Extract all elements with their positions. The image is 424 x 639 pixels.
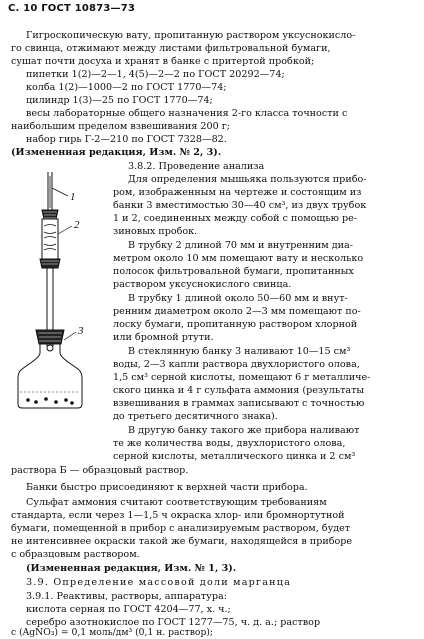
text-line: бумаги, помещенной в прибор с анализируемым раствором, будет [11,523,351,534]
section-heading: 3.8.2. Проведение анализа [128,161,265,172]
text-line: 1,5 см³ серной кислоты, помещают 6 г металличе- [113,372,371,383]
text-line: стандарта, если через 1—1,5 ч окраска хлор- или бромнортутной [11,510,345,521]
text-line: лоску бумаги, пропитанную раствором хлорной [113,319,358,330]
figure-label-1: 1 [70,191,76,203]
text-line: Гигроскопическую вату, пропитанную раствором уксуснокисло- [26,30,356,41]
text-line: ренним диаметром около 2—3 мм помещают по- [113,306,361,317]
text-line: метром около 10 мм помещают вату и несколько [113,253,364,264]
text-line: сушат почти досуха и хранят в банке с притертой пробкой; [11,56,315,67]
figure-label-3: 3 [78,325,84,337]
amendment-note: (Измененная редакция, Изм. № 2, 3). [11,147,222,158]
text-line: воды, 2—3 капли раствора двухлористого олова, [113,359,360,370]
text-line: ского цинка и 4 г сульфата аммония (результаты [113,385,365,396]
text-line: кислота серная по ГОСТ 4204—77, х. ч.; [26,604,231,615]
text-line: колба 1(2)—1000—2 по ГОСТ 1770—74; [26,82,227,93]
text-line: цилиндр 1(3)—25 по ГОСТ 1770—74; [26,95,213,106]
text-line: те же количества воды, двухлористого олова, [113,438,346,449]
amendment-note: (Измененная редакция, Изм. № 1, 3). [26,563,237,574]
text-line: серной кислоты, металлического цинка и 2 см³ [113,451,356,462]
text-line: взвешивания в граммах записывают с точностью [113,398,365,409]
text-line: го свинца, отжимают между листами фильтровальной бумаги, [11,43,331,54]
text-line: В трубку 1 длиной около 50—60 мм и внут- [128,293,348,304]
text-line: В другую банку такого же прибора наливают [128,425,360,436]
page-header: С. 10 ГОСТ 10873—73 [8,3,136,14]
text-line: серебро азотнокислое по ГОСТ 1277—75, ч. д. а.; раствор [26,617,321,628]
text-line: раствором уксуснокислого свинца. [113,279,292,290]
figure-label-2: 2 [74,219,80,231]
text-line: пипетки 1(2)—2—1, 4(5)—2—2 по ГОСТ 20292—74; [26,69,285,80]
text-line: полосок фильтровальной бумаги, пропитанных [113,266,354,277]
text-line: или бромной ртути. [113,332,214,343]
subsection-heading: 3.9.1. Реактивы, растворы, аппаратура: [26,591,227,602]
text-line: В стеклянную банку 3 наливают 10—15 см³ [128,346,351,357]
text-line: с образцовым раствором. [11,549,140,560]
text-line: Для определения мышьяка пользуются прибо- [128,174,367,185]
section-heading: 3.9. Определение массовой доли марганца [26,577,292,588]
text-line: набор гирь Г-2—210 по ГОСТ 7328—82. [26,134,227,145]
text-line: банки 3 вместимостью 30—40 см³, из двух трубок [113,200,367,211]
text-line: Сульфат аммония считают соответствующим требованиям [26,497,327,508]
apparatus-drawing [2,170,106,410]
text-line: Банки быстро присоединяют к верхней части прибора. [26,482,308,493]
text-line: до третьего десятичного знака). [113,411,278,422]
text-line: 1 и 2, соединенных между собой с помощью ре- [113,213,358,224]
text-line: наибольшим пределом взвешивания 200 г; [11,121,231,132]
text-line: c (AgNO₃) = 0,1 моль/дм³ (0,1 н. раствор); [11,627,214,638]
text-line: не интенсивнее окраски такой же бумаги, находящейся в приборе [11,536,353,547]
text-line: ром, изображенным на чертеже и состоящим из [113,187,362,198]
text-line: зиновых пробок. [113,226,198,237]
text-line: В трубку 2 длиной 70 мм и внутренним диа- [128,240,354,251]
text-line: весы лабораторные общего назначения 2-го класса точности с [26,108,348,119]
text-line: раствора Б — образцовый раствор. [11,465,189,476]
